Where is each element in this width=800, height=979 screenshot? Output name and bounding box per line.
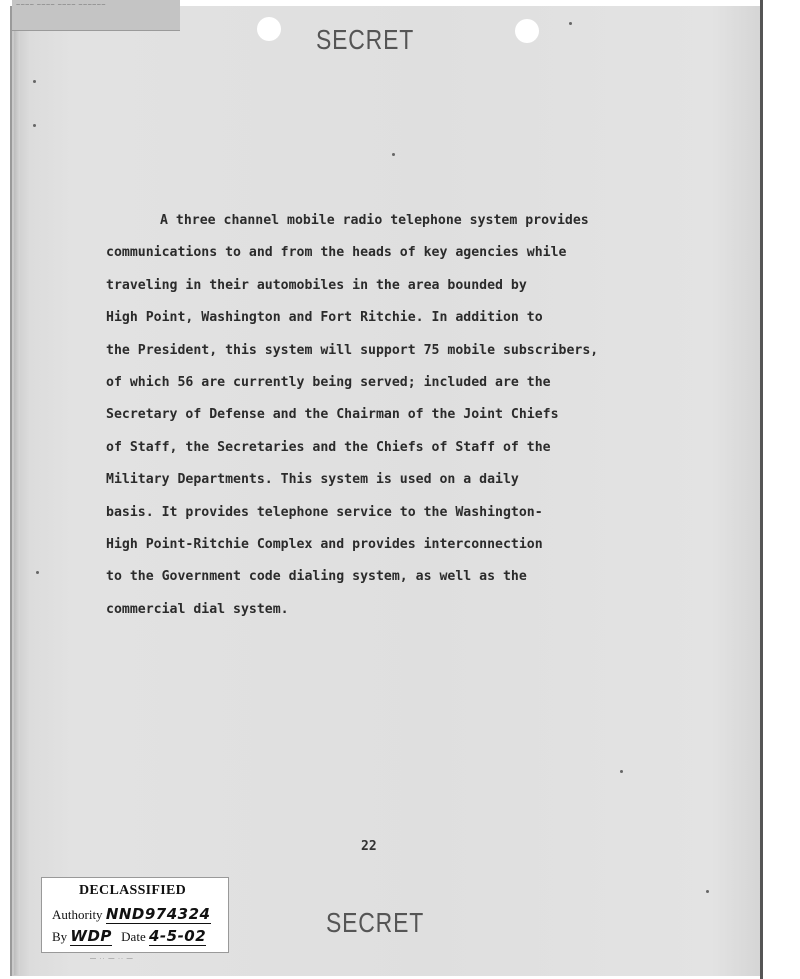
scan-edge-shadow <box>14 30 20 975</box>
scan-speck <box>36 571 39 574</box>
paragraph-line: communications to and from the heads of key agencies while <box>106 245 567 261</box>
paragraph-line: commercial dial system. <box>106 601 289 617</box>
stamp-date-value: 4-5-02 <box>148 927 207 945</box>
scan-speck <box>569 22 572 25</box>
top-left-tab-strip <box>12 0 180 31</box>
header-classification: SECRET <box>316 24 415 55</box>
body-paragraph <box>106 205 706 626</box>
scan-speck <box>620 770 623 773</box>
illegible-marking: ~~~~ ~~~~ ~~~~ ~~~~~~ <box>16 2 106 9</box>
paragraph-line: traveling in their automobiles in the area bounded by <box>106 277 527 293</box>
paragraph-line: High Point, Washington and Fort Ritchie. In addition to <box>106 310 543 326</box>
paragraph-line: High Point-Ritchie Complex and provides interconnection <box>106 537 543 553</box>
paragraph-line: of which 56 are currently being served; included are the <box>106 375 551 391</box>
paragraph-line: the President, this system will support 75 mobile subscribers, <box>106 342 599 358</box>
stamp-date-label: Date <box>121 929 146 944</box>
scan-speck <box>706 890 709 893</box>
stamp-authority-label: Authority <box>52 907 103 922</box>
scan-speck <box>33 80 36 83</box>
stamp-by-label: By <box>52 929 68 944</box>
paragraph-line: Military Departments. This system is used on a daily <box>106 472 519 488</box>
paragraph-line: to the Government code dialing system, as well as the <box>106 569 527 585</box>
footer-classification: SECRET <box>326 907 425 938</box>
paragraph-line: A three channel mobile radio telephone system provides <box>160 213 589 228</box>
punch-hole-right <box>515 19 539 43</box>
stamp-residue: — ·· — ·· — <box>90 956 134 962</box>
declassification-stamp <box>41 877 229 953</box>
scan-speck <box>33 124 36 127</box>
scan-speck <box>392 153 395 156</box>
paragraph-line: basis. It provides telephone service to the Washington- <box>106 504 543 520</box>
stamp-title: DECLASSIFIED <box>79 883 187 898</box>
stamp-authority-value: NND974324 <box>105 905 211 923</box>
paragraph-line: Secretary of Defense and the Chairman of the Joint Chiefs <box>106 407 559 423</box>
page-number: 22 <box>361 839 377 854</box>
stamp-by-date-row <box>52 927 206 945</box>
punch-hole-left <box>257 17 281 41</box>
paragraph-line: of Staff, the Secretaries and the Chiefs of Staff of the <box>106 439 551 455</box>
stamp-authority-row <box>52 905 211 923</box>
scan-right-edge <box>760 0 763 979</box>
stamp-by-value: WDP <box>70 927 112 945</box>
